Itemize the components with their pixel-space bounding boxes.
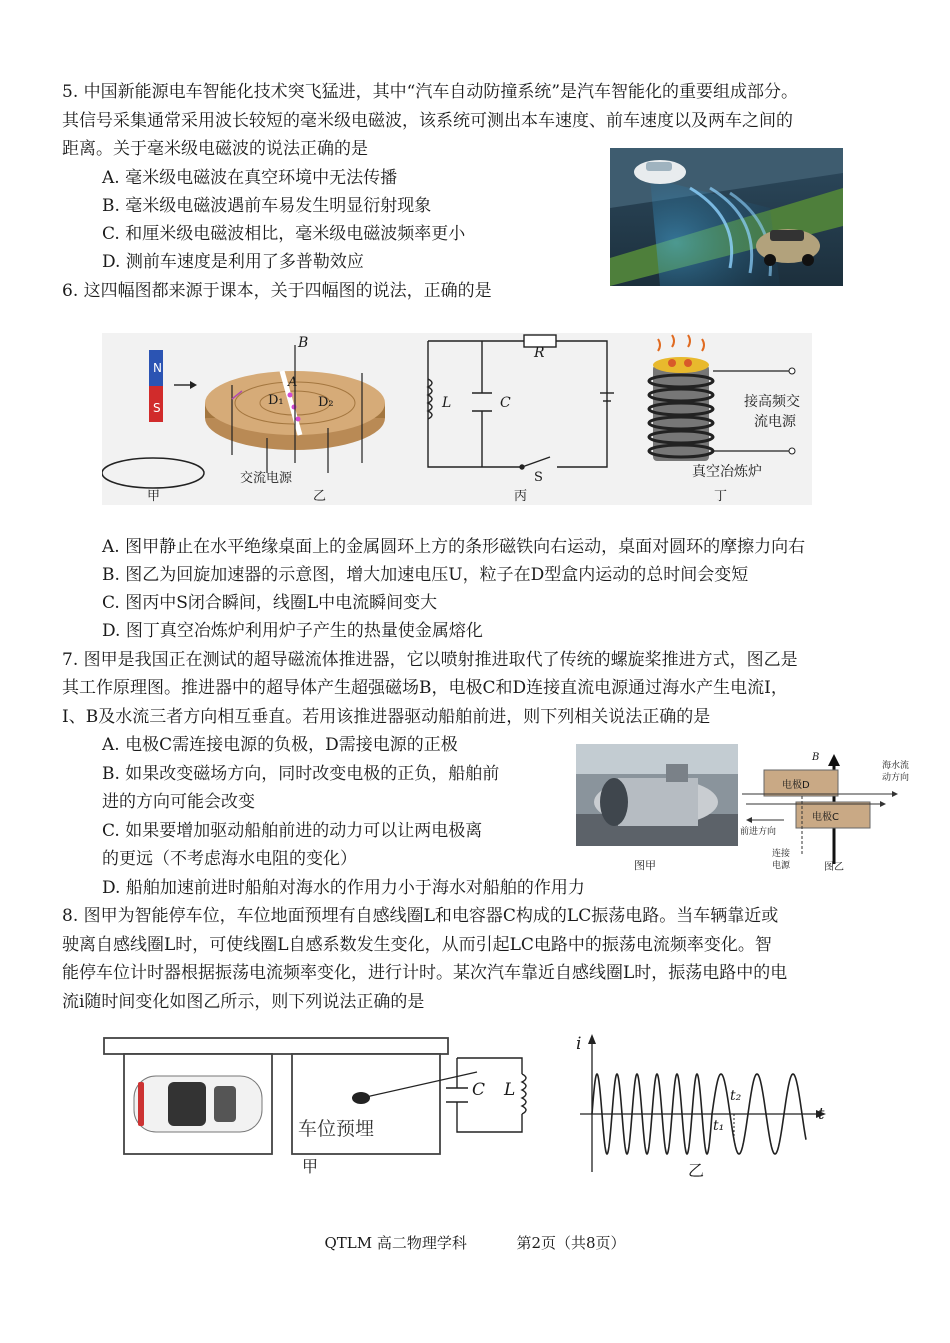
q5-option-b: B. 毫米级电磁波遇前车易发生明显衍射现象 — [102, 196, 432, 216]
q5-stem-line2: 其信号采集通常采用波长较短的毫米级电磁波，该系统可测出本车速度、前车速度以及两车之间的 — [62, 111, 793, 131]
hf-label-1: 接高频交 — [744, 394, 800, 410]
footer-subject: QTLM 高二物理学科 — [324, 1234, 467, 1252]
l-label: L — [442, 395, 452, 411]
q8-fig-yi-label: 乙 — [688, 1161, 705, 1180]
b-label: B — [298, 335, 309, 351]
conn-label-1: 连接 — [772, 849, 791, 859]
q7-thruster-photo — [576, 744, 738, 846]
electrode-d-label: 电极D — [782, 780, 810, 791]
q7-stem-line3: I、B及水流三者方向相互垂直。若用该推进器驱动船舶前进，则下列相关说法正确的是 — [62, 707, 711, 727]
q6-figure — [102, 333, 812, 505]
q7-option-c-cont: 的更远（不考虑海水电阻的变化） — [102, 849, 357, 869]
q7-stem-line1: 7. 图甲是我国正在测试的超导磁流体推进器，它以喷射推进取代了传统的螺旋桨推进方式，图乙是 — [62, 650, 798, 670]
magnet-n-label: N — [153, 361, 162, 375]
q8-stem-line1: 8. 图甲为智能停车位，车位地面预埋有自感线圈L和电容器C构成的LC振荡电路。当车辆靠近或 — [62, 906, 779, 926]
q8-parking-figure — [102, 1036, 552, 1176]
c-label: C — [500, 395, 511, 411]
t-axis-label: t — [818, 1104, 825, 1123]
conn-label-2: 电源 — [772, 861, 791, 871]
s-label: S — [534, 470, 543, 485]
fig-jia-label: 甲 — [147, 489, 161, 504]
a-label: A — [288, 375, 298, 390]
footer-page: 第2页（共8页） — [516, 1234, 626, 1252]
q8-fig-jia-label: 甲 — [302, 1157, 319, 1176]
parking-label: 车位预埋 — [298, 1118, 375, 1140]
i-axis-label: i — [576, 1034, 582, 1054]
q5-stem-line3: 距离。关于毫米级电磁波的说法正确的是 — [62, 139, 368, 159]
q7-principle-diagram — [742, 754, 922, 876]
q7-option-d: D. 船舶加速前进时船舶对海水的作用力小于海水对船舶的作用力 — [102, 878, 585, 898]
fig-bing-label: 丙 — [514, 489, 528, 504]
r-label: R — [534, 345, 545, 361]
q5-option-a: A. 毫米级电磁波在真空环境中无法传播 — [102, 168, 398, 188]
magnet-s-label: S — [153, 401, 161, 415]
rear-car-icon — [756, 229, 820, 266]
hf-label-2: 流电源 — [754, 414, 796, 430]
q7-option-b: B. 如果改变磁场方向，同时改变电极的正负，船舶前 — [102, 764, 500, 784]
q7-option-b-cont: 进的方向可能会改变 — [102, 792, 255, 812]
front-car-icon — [634, 160, 686, 184]
q6-option-d: D. 图丁真空冶炼炉利用炉子产生的热量使金属熔化 — [102, 621, 483, 641]
q7-fig-yi-label: 图乙 — [824, 862, 844, 873]
d1-label: D₁ — [268, 393, 284, 408]
q7-fig-jia-label: 图甲 — [634, 859, 656, 872]
t2-label: t₂ — [730, 1088, 742, 1104]
q5-radar-photo — [610, 148, 843, 286]
q5-option-d: D. 测前车速度是利用了多普勒效应 — [102, 252, 364, 272]
t1-label: t₁ — [713, 1118, 725, 1134]
metal-ring — [102, 458, 204, 488]
q7-option-a: A. 电极C需连接电源的负极，D需接电源的正极 — [102, 735, 458, 755]
page-footer — [0, 1232, 950, 1253]
q6-option-b: B. 图乙为回旋加速器的示意图，增大加速电压U，粒子在D型盒内运动的总时间会变短 — [102, 565, 749, 585]
q6-option-c: C. 图丙中S闭合瞬间，线圈L中电流瞬间变大 — [102, 593, 438, 613]
q7-option-c: C. 如果要增加驱动船舶前进的动力可以让两电极离 — [102, 821, 483, 841]
flow-label-1: 海水流 — [882, 761, 910, 771]
fig-yi-label: 乙 — [313, 489, 327, 504]
d2-label: D₂ — [318, 395, 334, 410]
electrode-c-label: 电极C — [812, 812, 839, 823]
car-top-view-icon — [134, 1076, 262, 1132]
forward-label: 前进方向 — [740, 827, 777, 837]
q8-stem-line3: 能停车位计时器根据振荡电流频率变化，进行计时。某次汽车靠近自感线圈L时，振荡电路中的电 — [62, 963, 788, 983]
q8-stem-line2: 驶离自感线圈L时，可使线圈L自感系数发生变化，从而引起LC电路中的振荡电流频率变化。智 — [62, 935, 772, 955]
q5-stem-line1: 5. 中国新能源电车智能化技术突飞猛进，其中“汽车自动防撞系统”是汽车智能化的重要组成部分。 — [62, 82, 799, 102]
q8-l-label: L — [504, 1080, 516, 1100]
q8-current-graph — [570, 1032, 835, 1182]
q6-option-a: A. 图甲静止在水平绝缘桌面上的金属圆环上方的条形磁铁向右运动，桌面对圆环的摩擦力向右 — [102, 537, 806, 557]
q8-c-label: C — [472, 1080, 486, 1100]
flow-label-2: 动方向 — [882, 773, 910, 783]
q6-stem: 6. 这四幅图都来源于课本，关于四幅图的说法，正确的是 — [62, 281, 492, 301]
q7-stem-line2: 其工作原理图。推进器中的超导体产生超强磁场B，电极C和D连接直流电源通过海水产生电流I， — [62, 678, 788, 698]
lc-circuit — [428, 335, 614, 469]
q7-b-label: B — [812, 752, 820, 763]
ac-source-label: 交流电源 — [240, 471, 293, 486]
q5-option-c: C. 和厘米级电磁波相比，毫米级电磁波频率更小 — [102, 224, 466, 244]
furnace-label: 真空冶炼炉 — [692, 464, 762, 480]
q8-stem-line4: 流i随时间变化如图乙所示，则下列说法正确的是 — [62, 992, 425, 1012]
fig-ding-label: 丁 — [714, 489, 728, 504]
